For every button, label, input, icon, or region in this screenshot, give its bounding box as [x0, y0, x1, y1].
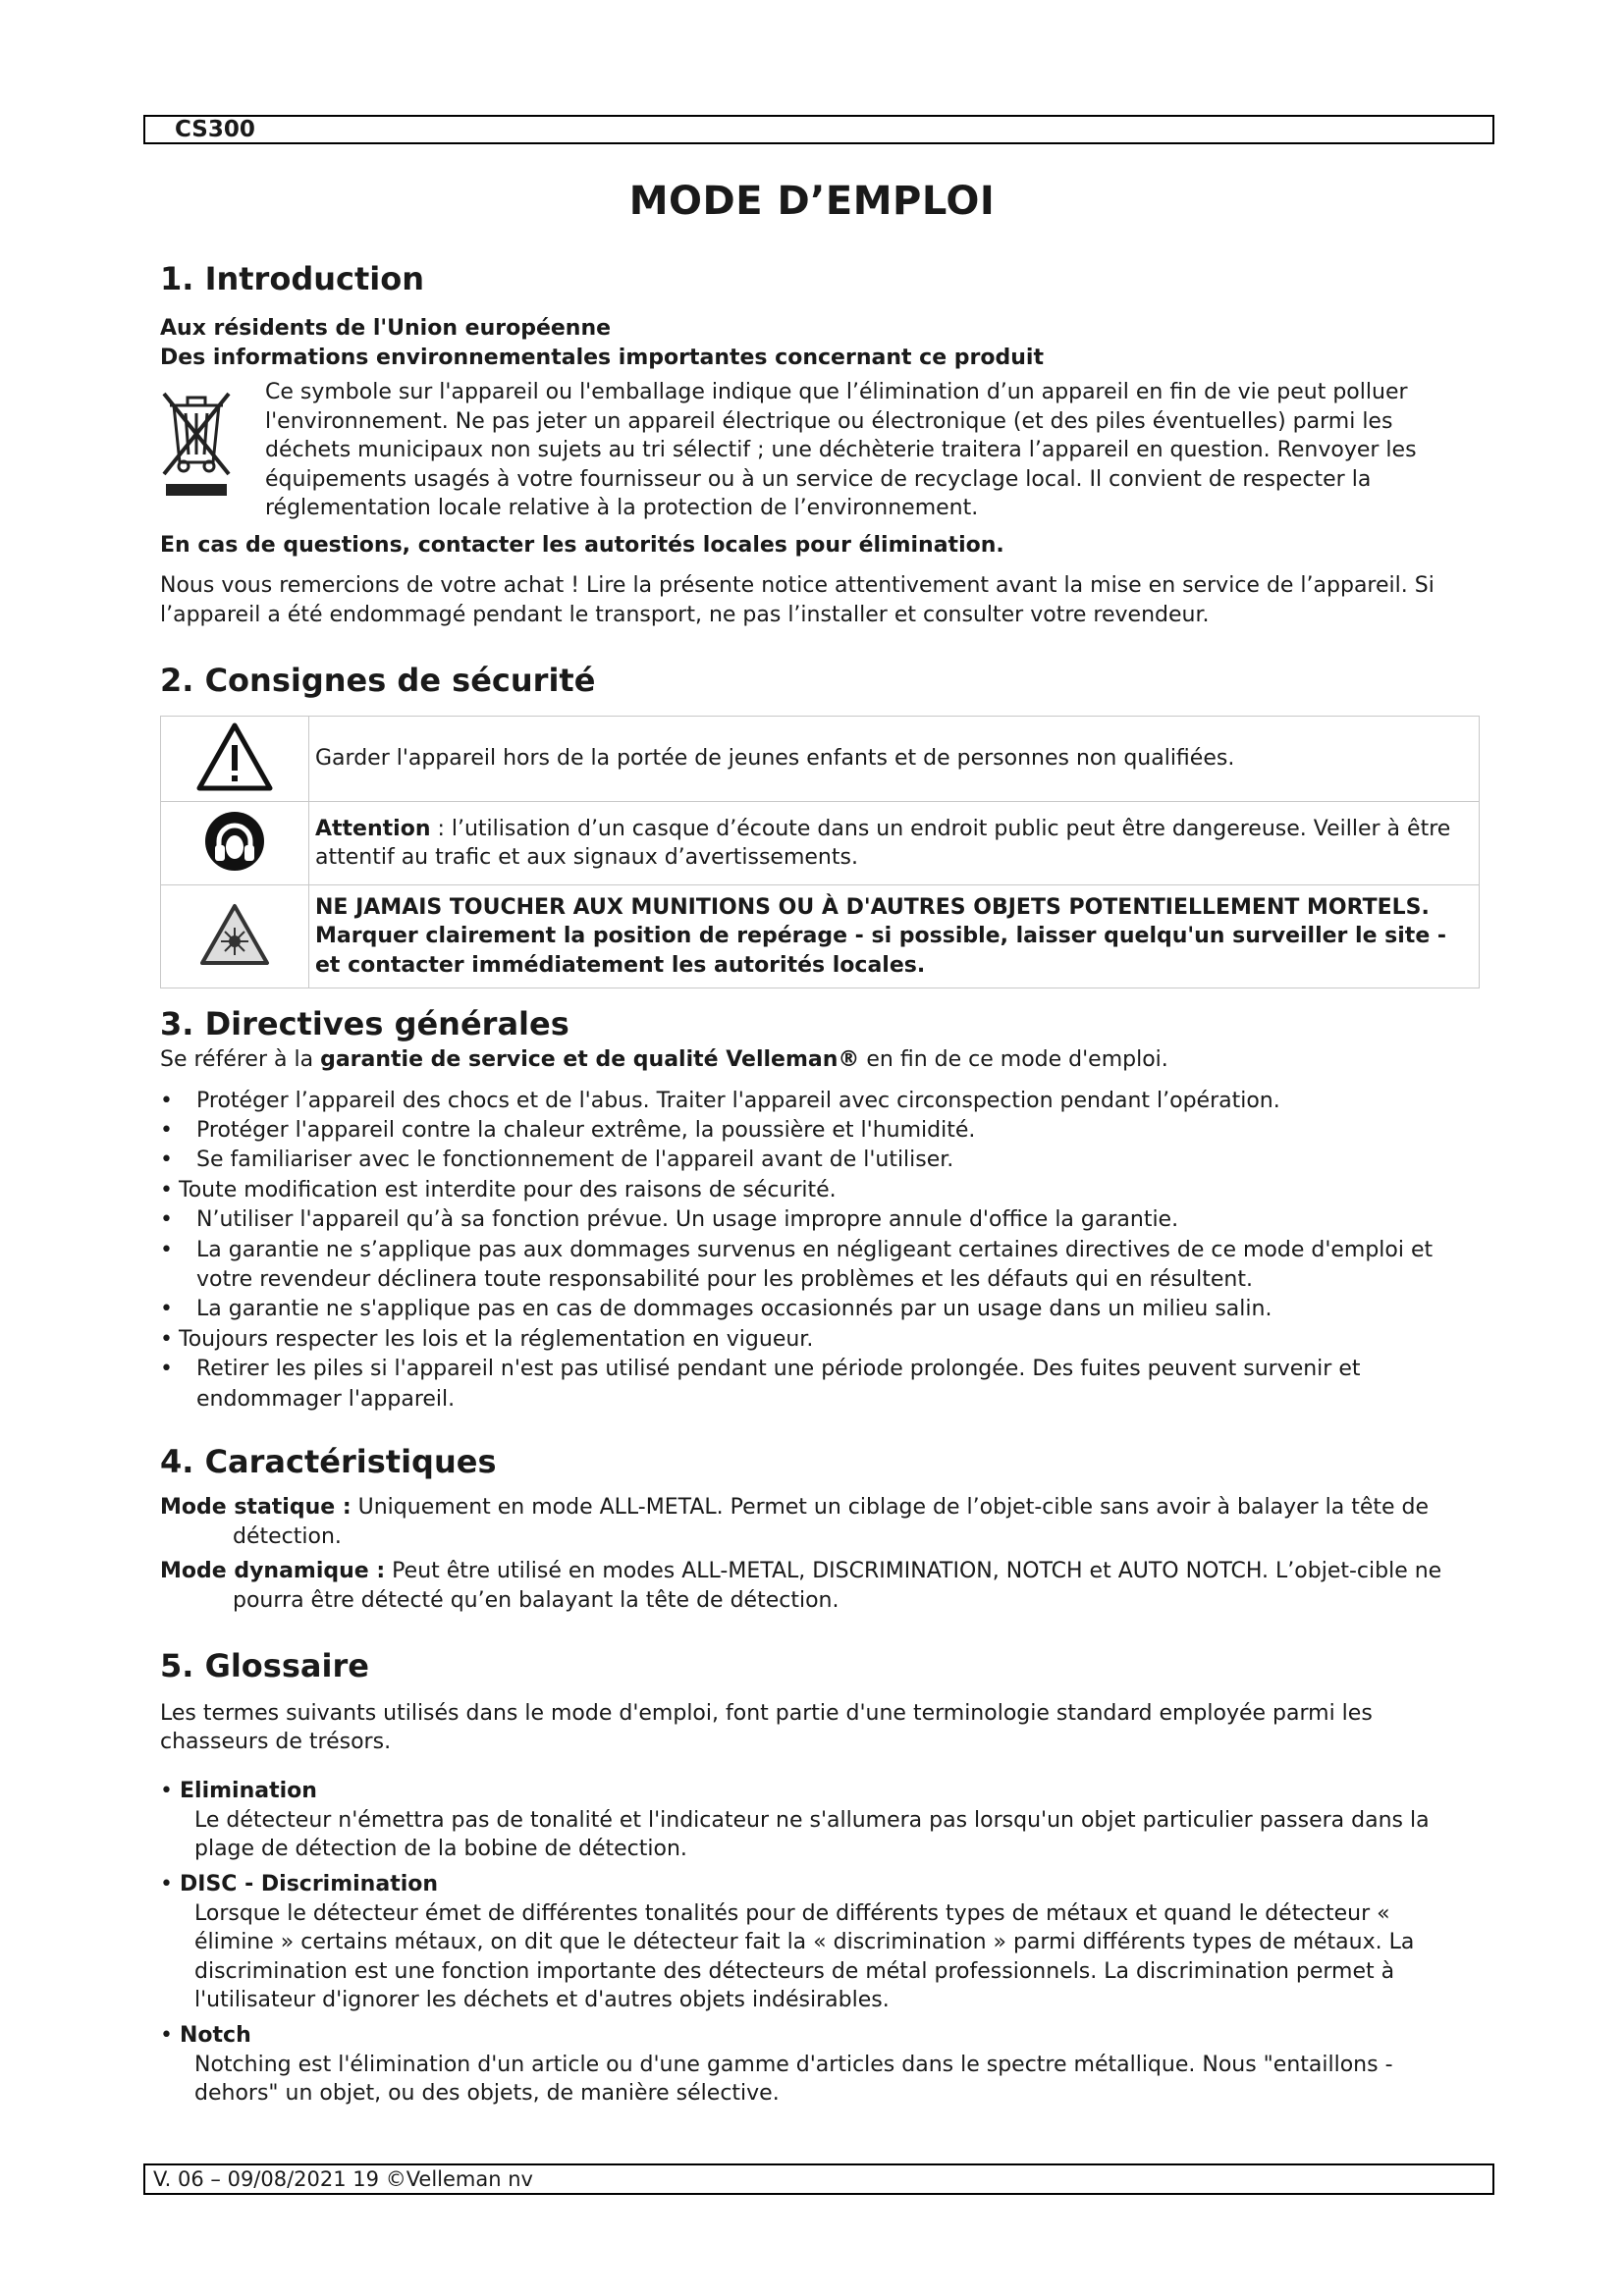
safety-text: Garder l'appareil hors de la portée de jeunes enfants et de personnes non qualifiées. [309, 717, 1480, 802]
section-heading: 2. Consignes de sécurité [160, 662, 596, 699]
safety-text: : l’utilisation d’un casque d’écoute dans un endroit public peut être dangereuse. Veiller à être attentif au trafic et aux signaux d’avertissements. [315, 816, 1451, 870]
section-heading: 1. Introduction [160, 260, 424, 297]
glossary-term [160, 1870, 1476, 2015]
feature-label: Mode dynamique : [160, 1558, 386, 1583]
list-item: • Retirer les piles si l'appareil n'est pas utilisé pendant une période prolongée. Des fuites peuvent survenir et endommager l'appareil. [160, 1355, 1476, 1415]
list-item: • N’utiliser l'appareil qu’à sa fonction prévue. Un usage impropre annule d'office la garantie. [160, 1205, 1476, 1235]
list-item: • Protéger l'appareil contre la chaleur extrême, la poussière et l'humidité. [160, 1116, 1476, 1146]
section-safety [160, 659, 1476, 988]
term-definition: Lorsque le détecteur émet de différentes tonalités pour de différents types de métaux et quand le détecteur « élimine » certains métaux, on dit que le détecteur fait la « discrimination » parmi différents types de métaux. La discrimination est une fonction importante des détecteurs de métal professionnels. La discrimination permet à l'utilisateur d'ignorer les déchets et d'autres objets indésirables. [194, 1900, 1415, 2013]
term-name: • DISC - Discrimination [160, 1870, 1476, 1899]
headphones-mandatory-icon [161, 802, 309, 885]
section-introduction [160, 257, 1476, 629]
attention-label: Attention [315, 816, 431, 841]
weee-bin-icon [160, 378, 265, 523]
footer-version: V. 06 – 09/08/2021 19 ©Velleman nv [153, 2167, 533, 2191]
section-features [160, 1440, 1476, 1617]
list-item: • La garantie ne s’applique pas aux dommages survenus en négligeant certaines directives de ce mode d'emploi et votre revendeur déclinera toute responsabilité pour les problèmes et les défauts qui en résultent. [160, 1236, 1476, 1296]
term-definition: Le détecteur n'émettra pas de tonalité et l'indicateur ne s'allumera pas lorsqu'un objet particulier passera dans la plage de détection de la bobine de détection. [194, 1807, 1430, 1862]
section-general-guidelines [160, 1002, 1476, 1415]
page-title: MODE D’EMPLOI [628, 179, 996, 224]
glossary-term [160, 1777, 1476, 1864]
safety-row [161, 885, 1480, 988]
document-body [160, 257, 1476, 2109]
safety-row [161, 717, 1480, 802]
section-heading: 4. Caractéristiques [160, 1442, 497, 1480]
feature-label: Mode statique : [160, 1494, 352, 1520]
guarantee-reference: Se référer à la garantie de service et de qualité Velleman® en fin de ce mode d'emploi. [160, 1047, 1168, 1072]
guidelines-list [160, 1087, 1476, 1415]
safety-row [161, 802, 1480, 885]
glossary-term [160, 2021, 1476, 2109]
list-item: • Protéger l’appareil des chocs et de l'abus. Traiter l'appareil avec circonspection pendant l’opération. [160, 1087, 1476, 1116]
guarantee-link-text: garantie de service et de qualité Velleman® [320, 1047, 860, 1072]
page-header [143, 115, 1494, 144]
feature-item: Mode dynamique : Peut être utilisé en modes ALL-METAL, DISCRIMINATION, NOTCH et AUTO NOTCH. L’objet-cible ne pourra être détecté qu’en balayant la tête de détection. [160, 1558, 1442, 1614]
safety-text: NE JAMAIS TOUCHER AUX MUNITIONS OU À D'AUTRES OBJETS POTENTIELLEMENT MORTELS. Marquer clairement la position de repérage - si possible, laisser quelqu'un surveiller le site - et contacter immédiatement les autorités locales. [309, 885, 1480, 988]
feature-item: Mode statique : Uniquement en mode ALL-METAL. Permet un ciblage de l’objet-cible sans avoir à balayer la tête de détection. [160, 1494, 1430, 1550]
model-label: CS300 [175, 117, 255, 142]
list-item: • Toute modification est interdite pour des raisons de sécurité. [160, 1176, 1476, 1205]
section-glossary [160, 1644, 1476, 2109]
list-item: • Toujours respecter les lois et la réglementation en vigueur. [160, 1325, 1476, 1355]
weee-block [160, 378, 1476, 523]
list-item: • La garantie ne s'applique pas en cas de dommages occasionnés par un usage dans un milieu salin. [160, 1295, 1476, 1324]
weee-text: Ce symbole sur l'appareil ou l'emballage indique que l’élimination d’un appareil en fin de vie peut polluer l'environnement. Ne pas jeter un appareil électrique ou électronique (et des piles éventuelles) parmi les déchets municipaux non sujets au tri sélectif ; une déchèterie traitera l’appareil en question. Renvoyer les équipements usagés à votre fournisseur ou à un service de recyclage local. Il convient de respecter la réglementation locale relative à la protection de l’environnement. [265, 380, 1417, 520]
section-heading: 3. Directives générales [160, 1005, 569, 1042]
questions-note: En cas de questions, contacter les autorités locales pour élimination. [160, 532, 1004, 558]
explosive-hazard-icon [161, 885, 309, 988]
env-info-label: Des informations environnementales importantes concernant ce produit [160, 345, 1044, 370]
glossary-intro: Les termes suivants utilisés dans le mode d'emploi, font partie d'une terminologie standard employée parmi les chasseurs de trésors. [160, 1700, 1373, 1755]
page-footer [143, 2163, 1494, 2195]
section-heading: 5. Glossaire [160, 1646, 369, 1684]
term-name: • Notch [160, 2021, 1476, 2051]
eu-residents-label: Aux résidents de l'Union européenne [160, 316, 612, 341]
term-name: • Elimination [160, 1777, 1476, 1806]
thanks-paragraph: Nous vous remercions de votre achat ! Lire la présente notice attentivement avant la mise en service de l’appareil. Si l’appareil a été endommagé pendant le transport, ne pas l’installer et consulter votre revendeur. [160, 573, 1435, 627]
term-definition: Notching est l'élimination d'un article ou d'une gamme d'articles dans le spectre métallique. Nous "entaillons - dehors" un objet, ou des objets, de manière sélective. [194, 2052, 1393, 2107]
list-item: • Se familiariser avec le fonctionnement de l'appareil avant de l'utiliser. [160, 1146, 1476, 1175]
warning-triangle-icon [161, 717, 309, 802]
safety-table [160, 716, 1480, 988]
